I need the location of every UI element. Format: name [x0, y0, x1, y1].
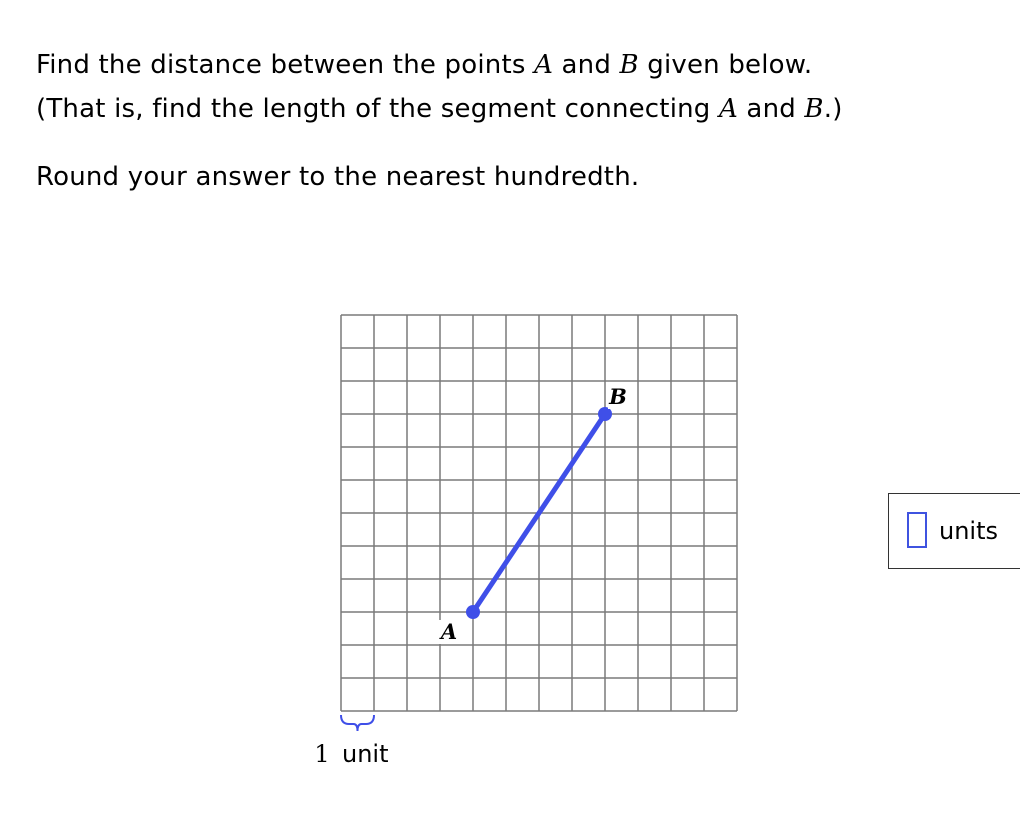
math-variable: B — [804, 94, 824, 124]
question-text: (That is, find the length of the segment connecting — [36, 94, 719, 124]
answer-box — [888, 493, 1020, 569]
scale-label-number: 1 — [314, 740, 330, 768]
math-variable: A — [534, 50, 554, 80]
point-b — [598, 407, 612, 421]
point-b-label: B — [609, 384, 627, 409]
scale-brace — [341, 715, 374, 731]
units-label: units — [939, 517, 999, 545]
question-text: and — [553, 50, 620, 80]
math-variable: A — [718, 94, 738, 124]
math-variable: B — [619, 50, 639, 80]
question-text: Find the distance between the points — [36, 50, 535, 80]
answer-input[interactable] — [907, 512, 927, 548]
question-text: and — [737, 94, 805, 124]
question-text: given below. — [638, 50, 813, 80]
scale-label-unit: unit — [342, 740, 389, 768]
point-a — [466, 605, 480, 619]
instruction-text: Round your answer to the nearest hundredth. — [36, 162, 640, 192]
point-a-label: A — [440, 619, 458, 644]
question-text: .) — [823, 94, 843, 124]
